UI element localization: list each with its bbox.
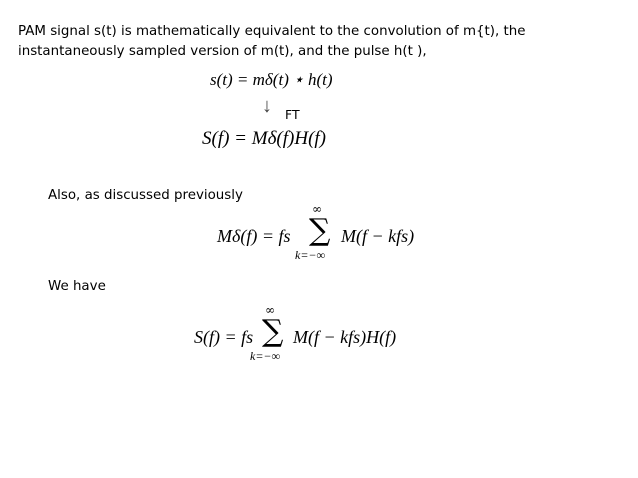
sum-lower-limit: k=−∞ [250,349,281,363]
sum-lower-limit: k=−∞ [295,248,326,262]
also-text: Also, as discussed previously [48,188,243,203]
spectrum-equation: S(f) = Mδ(f)H(f) [202,128,327,149]
fourier-transform-label: FT [285,107,300,122]
summation-symbol: ∑ [262,314,284,349]
down-arrow-icon: ↓ [262,95,272,117]
summation-symbol: ∑ [309,213,331,248]
we-have-text: We have [48,279,106,294]
result-spectrum-rhs: M(f − kfs)H(f) [293,327,397,347]
sampled-spectrum-lhs: Mδ(f) = fs [217,226,291,246]
intro-paragraph: PAM signal s(t) is mathematically equivalent to the convolution of m{t), the instantaneously sampled version of m(t), and the pulse h(t ), [18,24,526,59]
sum-upper-limit: ∞ [312,202,322,216]
sum-upper-limit: ∞ [265,303,275,317]
sampled-spectrum-rhs: M(f − kfs) [341,226,415,246]
result-spectrum-lhs: S(f) = fs [194,327,254,347]
convolution-equation: s(t) = mδ(t) ⋆ h(t) [210,70,333,89]
